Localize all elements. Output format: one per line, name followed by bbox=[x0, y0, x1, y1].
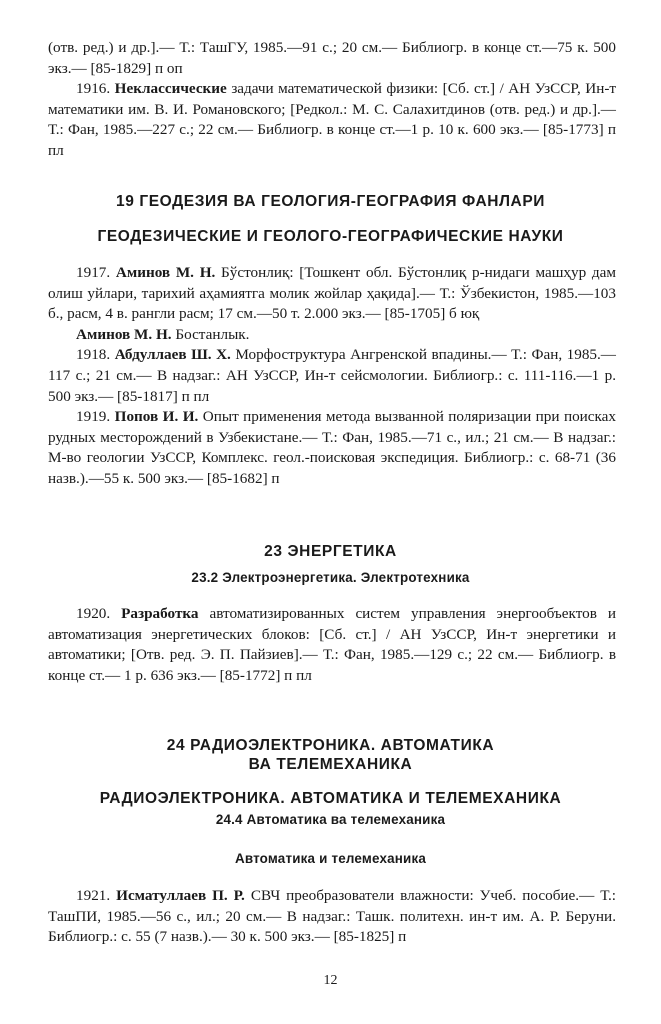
entry-1921 bbox=[48, 886, 616, 948]
entry-text: автоматизированных систем управления энергообъектов и автоматизация энергетических блоков: [Сб. ст.] / АН УзССР, Ин-т энергетики и автоматики; [Отв. ред. Э. П. Пайзиев].— Т.: Фан, 1985.—129 с.; 22 см.— Библиогр. в конце ст.— 1 р. 636 экз.— [85-1772] п пл bbox=[48, 605, 616, 684]
section-19-title: 19 ГЕОДЕЗИЯ ВА ГЕОЛОГИЯ-ГЕОГРАФИЯ ФАНЛАРИ bbox=[115, 193, 546, 210]
entry-text: Бўстонлиқ: [Тошкент обл. Бўстонлиқ р-нидаги машҳур дам олиш уйлари, тарихий аҳамиятга молик жойлар ҳақида].— Т.: Ўзбекистон, 1985.—103 б., расм, 4 в. рангли расм; 17 см.—50 т. 2.000 экз.— [85-1705] б юқ bbox=[48, 264, 616, 323]
section-24-title-line2: ВА ТЕЛЕМЕХАНИКА bbox=[248, 756, 413, 773]
section-24-sub2: Автоматика и телемеханика bbox=[234, 851, 427, 866]
entries-section-24 bbox=[48, 886, 616, 948]
entries-section-19 bbox=[48, 263, 616, 490]
entry-number: 1917. bbox=[76, 264, 111, 281]
entry-text: Бостанлык. bbox=[175, 325, 250, 343]
entries-top bbox=[48, 38, 616, 162]
entry-number: 1921. bbox=[76, 887, 111, 904]
entry-1916 bbox=[48, 79, 616, 161]
entry-text: задачи математической физики: [Сб. ст.] / АН УзССР, Ин-т математики им. В. И. Романовского; [Редкол.: М. С. Салахитдинов (отв. ред.) и др.].— Т.: Фан, 1985.—227 с.; 22 см.— Библиогр. в конце ст.—1 р. 10 к. 600 экз.— [85-1773] п пл bbox=[48, 80, 617, 159]
entry-number: 1920. bbox=[76, 605, 111, 622]
entry-number: 1916. bbox=[76, 80, 111, 98]
section-19-subtitle: ГЕОДЕЗИЧЕСКИЕ И ГЕОЛОГО-ГЕОГРАФИЧЕСКИЕ НАУКИ bbox=[97, 228, 564, 245]
entry-cross-reference bbox=[48, 325, 616, 346]
entry-1918 bbox=[48, 345, 616, 407]
section-24-sub1: 24.4 Автоматика ва телемеханика bbox=[215, 812, 446, 827]
entry-number: 1919. bbox=[76, 408, 111, 426]
entry-1919 bbox=[48, 407, 616, 489]
entry-heading: Аминов М. Н. bbox=[76, 325, 172, 343]
entry-1917 bbox=[48, 263, 616, 325]
entry-1920 bbox=[48, 604, 616, 686]
page-number: 12 bbox=[323, 973, 338, 988]
section-24-title-line1: 24 РАДИОЭЛЕКТРОНИКА. АВТОМАТИКА bbox=[166, 737, 495, 754]
entry-text: СВЧ преобразователи влажности: Учеб. пособие.— Т.: ТашПИ, 1985.—56 с., ил.; 20 см.— В надзаг.: Ташк. политехн. ин-т им. А. Р. Беруни. Библиогр.: с. 55 (7 назв.).— 30 к. 500 экз.— [85-1825] п bbox=[48, 887, 617, 946]
entries-section-23 bbox=[48, 604, 616, 686]
section-24-subtitle: РАДИОЭЛЕКТРОНИКА. АВТОМАТИКА И ТЕЛЕМЕХАНИКА bbox=[99, 790, 562, 807]
entry-heading: Попов И. И. bbox=[114, 408, 199, 426]
entry-heading: Аминов М. Н. bbox=[115, 264, 216, 281]
section-23-title: 23 ЭНЕРГЕТИКА bbox=[264, 543, 397, 560]
section-23-subtitle: 23.2 Электроэнергетика. Электротехника bbox=[191, 570, 470, 585]
entry-continuation: (отв. ред.) и др.].— Т.: ТашГУ, 1985.—91 с.; 20 см.— Библиогр. в конце ст.—75 к. 500 экз.— [85-1829] п оп bbox=[48, 39, 616, 77]
entry-heading: Неклассические bbox=[114, 80, 227, 98]
entry-heading: Абдуллаев Ш. Х. bbox=[114, 346, 231, 364]
entry-heading: Исматуллаев П. Р. bbox=[116, 887, 245, 904]
entry-number: 1918. bbox=[76, 346, 111, 364]
entry-text: Опыт применения метода вызванной поляризации при поисках рудных месторождений в Узбекистане.— Т.: Фан, 1985.—71 с., ил.; 21 см.— В надзаг.: М-во геологии УзССР, Комплекс. геол.-поисковая экспедиция. Библиогр.: с. 68-71 (36 назв.).—55 к. 500 экз.— [85-1682] п bbox=[48, 408, 617, 487]
entry-heading: Разработка bbox=[121, 605, 199, 622]
entry-text: Морфоструктура Ангренской впадины.— Т.: Фан, 1985.—117 с.; 21 см.— В надзаг.: АН УзССР, Ин-т сейсмологии. Библиогр.: с. 111-116.—1 р. 500 экз.— [85-1817] п пл bbox=[48, 346, 616, 405]
